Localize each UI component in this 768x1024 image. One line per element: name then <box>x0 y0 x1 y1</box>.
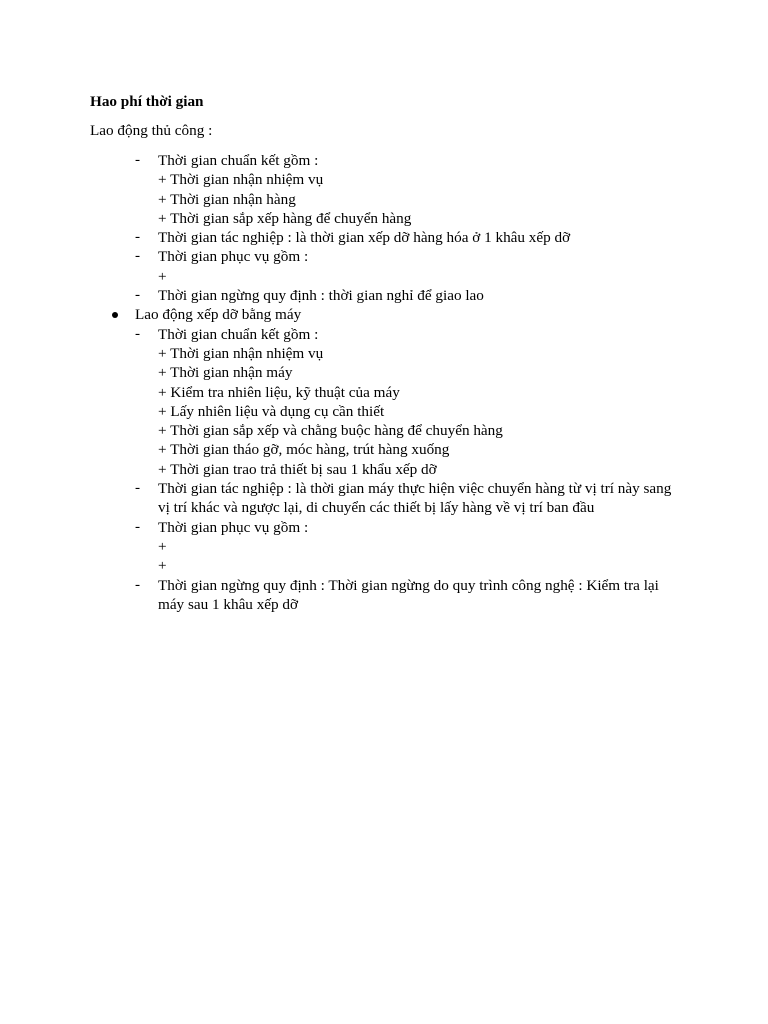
list-item-text: Thời gian ngừng quy định : thời gian nghỉ để giao lao <box>158 287 484 305</box>
dash-marker: - <box>135 151 141 168</box>
list-item-text: Thời gian tác nghiệp : là thời gian máy thực hiện việc chuyển hàng từ vị trí này sang vị trí khác và ngược lại, di chuyển các thiết bị lấy hàng về vị trí ban đầu <box>158 480 672 517</box>
dash-marker: - <box>135 324 141 342</box>
sub-item: + Thời gian sắp xếp hàng để chuyển hàng <box>158 209 412 227</box>
document-title: Hao phí thời gian <box>90 93 204 110</box>
sub-item: + Lấy nhiên liệu và dụng cụ cần thiết <box>158 402 385 420</box>
sub-item: + <box>158 537 167 555</box>
section-heading-machine-labor: Lao động xếp dỡ bằng máy <box>135 306 302 324</box>
list-item-text: Thời gian phục vụ gồm : <box>158 248 309 266</box>
sub-item: + Thời gian nhận nhiệm vụ <box>158 171 324 189</box>
dash-marker: - <box>135 286 141 304</box>
list-item <box>90 286 680 305</box>
sub-item: + Kiểm tra nhiên liệu, kỹ thuật của máy <box>158 383 400 401</box>
sub-item: + <box>158 267 167 285</box>
section-heading-manual-labor: Lao động thủ công : <box>90 122 213 139</box>
list-item <box>90 151 680 228</box>
list-item <box>90 325 680 479</box>
dash-marker: - <box>135 228 141 246</box>
list-item-text: Thời gian tác nghiệp : là thời gian xếp dỡ hàng hóa ở 1 khâu xếp dỡ <box>158 229 571 247</box>
list-item-text: Thời gian ngừng quy định : Thời gian ngừng do quy trình công nghệ : Kiểm tra lại máy sau 1 khâu xếp dỡ <box>158 576 659 613</box>
bullet-dot-icon <box>112 312 118 318</box>
sub-item: + Thời gian nhận máy <box>158 364 293 382</box>
machine-labor-list <box>90 325 680 614</box>
list-item <box>90 228 680 247</box>
dash-marker: - <box>135 247 141 265</box>
list-item <box>90 247 680 286</box>
list-item <box>90 518 680 576</box>
sub-item: + Thời gian sắp xếp và chằng buộc hàng để chuyển hàng <box>158 422 503 440</box>
list-item <box>90 576 680 615</box>
sub-item: + Thời gian tháo gỡ, móc hàng, trút hàng xuống <box>158 441 450 459</box>
manual-labor-list <box>90 151 680 305</box>
list-item-text: Thời gian chuẩn kết gồm : <box>158 152 319 169</box>
sub-item: + Thời gian nhận hàng <box>158 190 296 208</box>
list-item-text: Thời gian phục vụ gồm : <box>158 518 309 536</box>
dash-marker: - <box>135 479 141 497</box>
dash-marker: - <box>135 517 141 535</box>
document-page <box>90 92 680 614</box>
section-machine-labor <box>90 305 680 614</box>
sub-item: + Thời gian nhận nhiệm vụ <box>158 344 324 362</box>
sub-item: + <box>158 557 167 575</box>
sub-item: + Thời gian trao trả thiết bị sau 1 khẩu xếp dỡ <box>158 460 437 478</box>
list-item-text: Thời gian chuẩn kết gồm : <box>158 325 319 343</box>
list-item <box>90 479 680 518</box>
dash-marker: - <box>135 575 141 593</box>
